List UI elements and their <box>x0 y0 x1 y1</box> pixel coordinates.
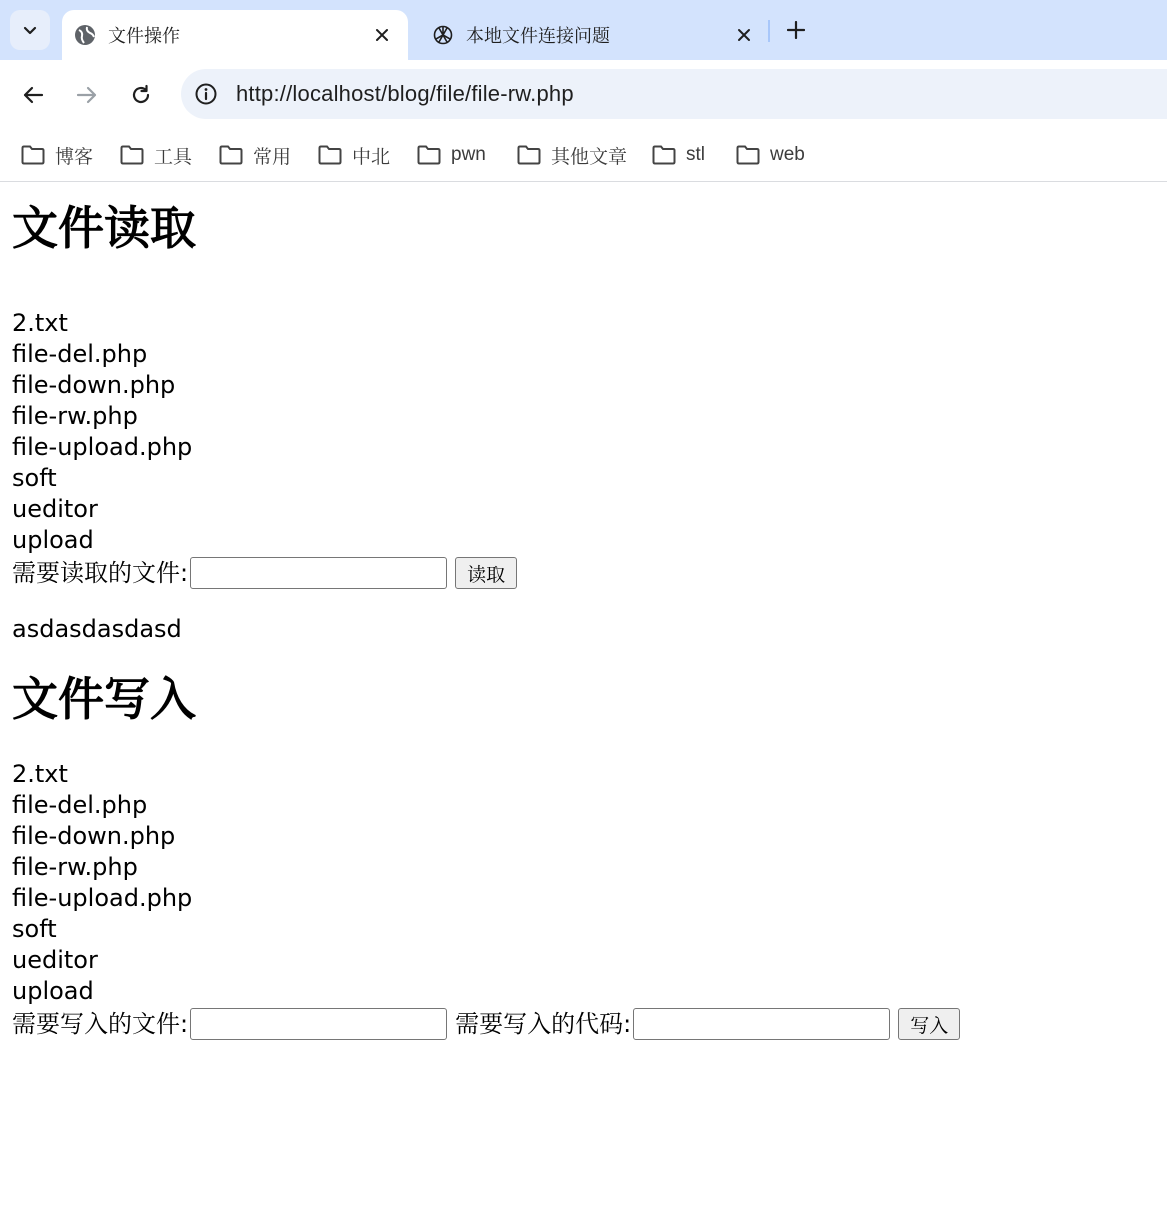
tab-search-button[interactable] <box>10 10 50 50</box>
forward-button[interactable] <box>72 80 102 110</box>
file-item: file-rw.php <box>12 853 138 881</box>
bookmark-folder[interactable] <box>21 140 93 170</box>
folder-icon <box>652 145 676 165</box>
write-code-label: 需要写入的代码: <box>455 1009 632 1038</box>
site-info-icon[interactable] <box>195 83 217 105</box>
file-item: file-del.php <box>12 791 148 819</box>
tab-close-icon[interactable] <box>732 23 756 47</box>
file-item: file-rw.php <box>12 402 138 430</box>
read-file-label: 需要读取的文件: <box>12 558 189 587</box>
bookmark-label: web <box>770 144 805 165</box>
bookmark-label: pwn <box>451 144 486 165</box>
bookmarks-bar <box>0 130 1167 182</box>
arrow-right-icon <box>76 84 98 106</box>
file-item: soft <box>12 915 57 943</box>
read-heading: 文件读取 <box>12 201 196 255</box>
bookmark-folder[interactable] <box>120 140 192 170</box>
bookmark-label: stl <box>686 144 705 165</box>
file-item: file-down.php <box>12 822 176 850</box>
address-bar[interactable] <box>181 69 1167 119</box>
write-code-input[interactable] <box>633 1008 890 1040</box>
write-form <box>12 1007 1155 1041</box>
tab-separator <box>768 20 770 42</box>
back-button[interactable] <box>18 80 48 110</box>
arrow-left-icon <box>22 84 44 106</box>
globe-icon <box>74 24 96 46</box>
file-item: file-upload.php <box>12 433 193 461</box>
browser-toolbar <box>0 60 1167 130</box>
bookmark-folder[interactable] <box>736 140 805 170</box>
write-file-input[interactable] <box>190 1008 447 1040</box>
tab-close-icon[interactable] <box>370 23 394 47</box>
openai-icon <box>432 24 454 46</box>
bookmark-label: 工具 <box>154 146 193 168</box>
write-button[interactable]: 写入 <box>898 1008 960 1040</box>
plus-icon <box>787 21 805 39</box>
folder-icon <box>21 145 45 165</box>
write-heading: 文件写入 <box>12 672 196 726</box>
folder-icon <box>219 145 243 165</box>
file-item: soft <box>12 464 57 492</box>
file-item: file-del.php <box>12 340 148 368</box>
bookmark-folder[interactable] <box>417 140 486 170</box>
write-file-list <box>12 759 1155 1007</box>
file-item: file-down.php <box>12 371 176 399</box>
read-form <box>12 556 1155 590</box>
new-tab-button[interactable] <box>782 16 810 44</box>
tab-strip <box>0 0 1167 60</box>
file-item: 2.txt <box>12 309 68 337</box>
read-button[interactable]: 读取 <box>455 557 517 589</box>
bookmark-label: 博客 <box>55 146 94 168</box>
tab-active[interactable] <box>62 10 408 60</box>
file-item: upload <box>12 526 94 554</box>
chevron-down-icon <box>22 22 38 38</box>
bookmark-folder[interactable] <box>318 140 390 170</box>
bookmark-folder[interactable] <box>652 140 705 170</box>
folder-icon <box>120 145 144 165</box>
file-item: ueditor <box>12 946 98 974</box>
folder-icon <box>736 145 760 165</box>
tab-title: 文件操作 <box>108 26 180 46</box>
folder-icon <box>517 145 541 165</box>
bookmark-label: 常用 <box>253 146 292 168</box>
file-item: file-upload.php <box>12 884 193 912</box>
bookmark-folder[interactable] <box>219 140 291 170</box>
reload-button[interactable] <box>126 80 156 110</box>
folder-icon <box>417 145 441 165</box>
bookmark-folder[interactable] <box>517 140 627 170</box>
address-url: http://localhost/blog/file/file-rw.php <box>236 81 574 106</box>
folder-icon <box>318 145 342 165</box>
file-item: ueditor <box>12 495 98 523</box>
page-content <box>0 182 1167 1041</box>
file-item: 2.txt <box>12 760 68 788</box>
bookmark-label: 中北 <box>352 146 391 168</box>
read-file-list <box>12 308 1155 556</box>
write-file-label: 需要写入的文件: <box>12 1009 189 1038</box>
read-result: asdasdasdasd <box>12 615 182 643</box>
file-item: upload <box>12 977 94 1005</box>
bookmark-label: 其他文章 <box>551 146 628 168</box>
tab-title: 本地文件连接问题 <box>466 26 610 46</box>
tab-inactive[interactable] <box>420 10 770 60</box>
reload-icon <box>130 84 152 106</box>
read-file-input[interactable] <box>190 557 447 589</box>
